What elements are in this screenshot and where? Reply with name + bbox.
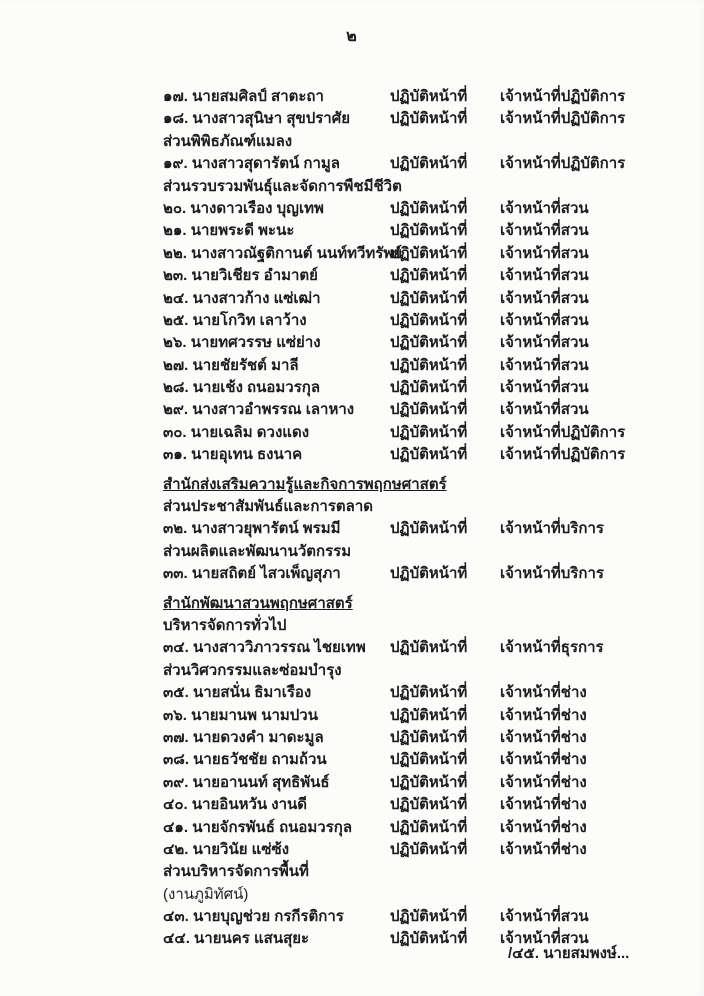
bureau-header: สำนักส่งเสริมความรู้และกิจการพฤกษศาสตร์ — [163, 475, 447, 493]
row-position: เจ้าหน้าที่ช่าง — [500, 773, 587, 791]
row-duty: ปฏิบัติหน้าที่ — [390, 728, 468, 746]
section-header: ส่วนประชาสัมพันธ์และการตลาด — [163, 498, 373, 516]
row-number-and-name: ๓๑. นายอุเทน ธงนาค — [163, 446, 303, 464]
row-position: เจ้าหน้าที่สวน — [500, 334, 589, 352]
row-number-and-name: ๒๒. นางสาวณัฐติกานต์ นนท์ทวีทรัพย์ — [163, 244, 403, 262]
row-number-and-name: ๔๑. นายจักรพันธ์ ถนอมวรกุล — [163, 818, 353, 836]
list-row — [163, 332, 674, 354]
row-position: เจ้าหน้าที่ปฏิบัติการ — [500, 88, 626, 105]
list-row — [163, 906, 674, 928]
row-duty: ปฏิบัติหน้าที่ — [390, 267, 468, 285]
row-duty: ปฏิบัติหน้าที่ — [390, 520, 468, 538]
row-number-and-name: ๔๒. นายวินัย แซ่ซ้ง — [163, 840, 290, 858]
row-number-and-name: ๒๑. นายพระดี พะนะ — [163, 222, 295, 240]
row-number-and-name: ๒๖. นายทศวรรษ แซ่ย่าง — [163, 334, 321, 352]
list-row — [163, 817, 674, 839]
list-row — [163, 399, 674, 421]
list-row — [163, 243, 674, 265]
row-number-and-name: ๓๖. นายมานพ นามปวน — [163, 706, 318, 724]
row-duty: ปฏิบัติหน้าที่ — [390, 244, 468, 262]
row-position: เจ้าหน้าที่ปฏิบัติการ — [500, 110, 626, 128]
row-duty: ปฏิบัติหน้าที่ — [390, 840, 468, 858]
row-duty: ปฏิบัติหน้าที่ — [390, 796, 468, 814]
list-row — [163, 563, 674, 585]
row-number-and-name: ๑๗. นายสมศิลป์ สาตะถา — [163, 88, 324, 105]
row-duty: ปฏิบัติหน้าที่ — [390, 356, 468, 374]
row-duty: ปฏิบัติหน้าที่ — [390, 930, 468, 948]
row-number-and-name: ๔๐. นายอินหวัน งานดี — [163, 796, 308, 814]
row-number-and-name: ๓๔. นางสาววิภาวรรณ ไชยเทพ — [163, 639, 366, 657]
row-number-and-name: ๓๗. นายดวงคำ มาดะมูล — [163, 728, 324, 746]
row-position: เจ้าหน้าที่สวน — [500, 401, 589, 419]
row-duty: ปฏิบัติหน้าที่ — [390, 222, 468, 240]
list-row — [163, 637, 674, 659]
row-duty: ปฏิบัติหน้าที่ — [390, 199, 468, 217]
row-position: เจ้าหน้าที่ช่าง — [500, 728, 587, 746]
row-number-and-name: ๒๓. นายวิเชียร อำมาตย์ — [163, 267, 318, 285]
row-position: เจ้าหน้าที่บริการ — [500, 520, 604, 538]
section-header: ส่วนวิศวกรรมและซ่อมบำรุง — [163, 661, 342, 679]
row-position: เจ้าหน้าที่สวน — [500, 908, 589, 926]
list-row — [163, 705, 674, 727]
row-number-and-name: ๔๓. นายบุญช่วย กรกีรติการ — [163, 908, 344, 926]
row-position: เจ้าหน้าที่ช่าง — [500, 706, 587, 724]
row-number-and-name: ๓๘. นายธวัชชัย ถามถ้วน — [163, 751, 327, 769]
list-row — [163, 749, 674, 771]
row-number-and-name: ๔๔. นายนคร แสนสุยะ — [163, 930, 310, 948]
bureau-header: สำนักพัฒนาสวนพฤกษศาสตร์ — [163, 594, 353, 612]
list-row — [163, 265, 674, 287]
section-header: ส่วนบริหารจัดการพื้นที่ — [163, 863, 309, 881]
list-row — [163, 727, 674, 749]
row-position: เจ้าหน้าที่สวน — [500, 222, 589, 240]
row-number-and-name: ๒๕. นายโกวิท เลาว้าง — [163, 311, 307, 329]
list-row — [163, 772, 674, 794]
row-duty: ปฏิบัติหน้าที่ — [390, 423, 468, 441]
row-position: เจ้าหน้าที่สวน — [500, 199, 589, 217]
row-number-and-name: ๒๙. นางสาวอำพรรณ เลาหาง — [163, 401, 355, 419]
list-row — [163, 220, 674, 242]
row-number-and-name: ๓๐. นายเฉลิม ดวงแดง — [163, 423, 310, 441]
row-position: เจ้าหน้าที่ช่าง — [500, 684, 587, 702]
list-row — [163, 355, 674, 377]
row-duty: ปฏิบัติหน้าที่ — [390, 908, 468, 926]
section-header: ส่วนรวบรวมพันธุ์และจัดการพืชมีชีวิต — [163, 177, 402, 195]
list-row — [163, 794, 674, 816]
row-duty: ปฏิบัติหน้าที่ — [390, 334, 468, 352]
row-position: เจ้าหน้าที่ปฏิบัติการ — [500, 155, 626, 173]
section-header: ส่วนพิพิธภัณฑ์แมลง — [163, 132, 293, 150]
row-position: เจ้าหน้าที่ช่าง — [500, 751, 587, 769]
row-position: เจ้าหน้าที่ช่าง — [500, 796, 587, 814]
row-duty: ปฏิบัติหน้าที่ — [390, 773, 468, 791]
row-position: เจ้าหน้าที่ธุรการ — [500, 639, 604, 657]
row-position: เจ้าหน้าที่ช่าง — [500, 840, 587, 858]
list-row — [163, 839, 674, 861]
row-position: เจ้าหน้าที่ปฏิบัติการ — [500, 423, 626, 441]
row-duty: ปฏิบัติหน้าที่ — [390, 706, 468, 724]
row-number-and-name: ๑๘. นางสาวสุนิษา สุขปราศัย — [163, 110, 351, 128]
row-number-and-name: ๒๔. นางสาวก้าง แซ่เฒ่า — [163, 289, 321, 307]
row-position: เจ้าหน้าที่สวน — [500, 379, 589, 397]
list-row — [163, 682, 674, 704]
list-row — [163, 310, 674, 332]
row-duty: ปฏิบัติหน้าที่ — [390, 639, 468, 657]
personnel-list — [163, 86, 674, 951]
continuation-note: /๔๕. นายสมพงษ์... — [508, 945, 630, 962]
row-position: เจ้าหน้าที่สวน — [500, 267, 589, 285]
list-row — [163, 108, 674, 130]
row-number-and-name: ๓๓. นายสถิตย์ ไสวเพ็ญสุภา — [163, 565, 341, 583]
row-position: เจ้าหน้าที่สวน — [500, 244, 589, 262]
row-duty: ปฏิบัติหน้าที่ — [390, 289, 468, 307]
row-duty: ปฏิบัติหน้าที่ — [390, 818, 468, 836]
row-number-and-name: ๑๙. นางสาวสุดารัตน์ กามูล — [163, 155, 340, 173]
row-duty: ปฏิบัติหน้าที่ — [390, 379, 468, 397]
list-row — [163, 518, 674, 540]
row-duty: ปฏิบัติหน้าที่ — [390, 88, 468, 105]
row-duty: ปฏิบัติหน้าที่ — [390, 401, 468, 419]
row-duty: ปฏิบัติหน้าที่ — [390, 155, 468, 173]
row-number-and-name: ๒๗. นายชัยรัชต์ มาลี — [163, 356, 299, 374]
section-header: ส่วนผลิตและพัฒนานวัตกรรม — [163, 542, 352, 560]
list-row — [163, 86, 674, 108]
row-number-and-name: ๓๕. นายสนั่น ธิมาเรือง — [163, 684, 312, 702]
row-duty: ปฏิบัติหน้าที่ — [390, 110, 468, 128]
row-duty: ปฏิบัติหน้าที่ — [390, 311, 468, 329]
row-duty: ปฏิบัติหน้าที่ — [390, 684, 468, 702]
row-duty: ปฏิบัติหน้าที่ — [390, 446, 468, 464]
page-number: ๒ — [346, 28, 358, 45]
row-number-and-name: ๓๒. นางสาวยุพารัตน์ พรมมี — [163, 520, 341, 538]
row-duty: ปฏิบัติหน้าที่ — [390, 751, 468, 769]
list-row — [163, 198, 674, 220]
row-position: เจ้าหน้าที่สวน — [500, 289, 589, 307]
list-row — [163, 288, 674, 310]
row-position: เจ้าหน้าที่ปฏิบัติการ — [500, 446, 626, 464]
section-subnote: (งานภูมิทัศน์) — [163, 885, 249, 903]
section-header: บริหารจัดการทั่วไป — [163, 616, 287, 634]
row-position: เจ้าหน้าที่สวน — [500, 311, 589, 329]
row-number-and-name: ๓๙. นายอานนท์ สุทธิพันธ์ — [163, 773, 330, 791]
list-row — [163, 422, 674, 444]
row-duty: ปฏิบัติหน้าที่ — [390, 565, 468, 583]
row-number-and-name: ๒๘. นายเช้ง ถนอมวรกุล — [163, 379, 321, 397]
row-position: เจ้าหน้าที่บริการ — [500, 565, 604, 583]
list-row — [163, 153, 674, 175]
row-number-and-name: ๒๐. นางดาวเรือง บุญเทพ — [163, 199, 324, 217]
row-position: เจ้าหน้าที่ช่าง — [500, 818, 587, 836]
row-position: เจ้าหน้าที่สวน — [500, 356, 589, 374]
list-row — [163, 444, 674, 466]
row-position: เจ้าหน้าที่สวน — [500, 930, 589, 948]
list-row — [163, 377, 674, 399]
